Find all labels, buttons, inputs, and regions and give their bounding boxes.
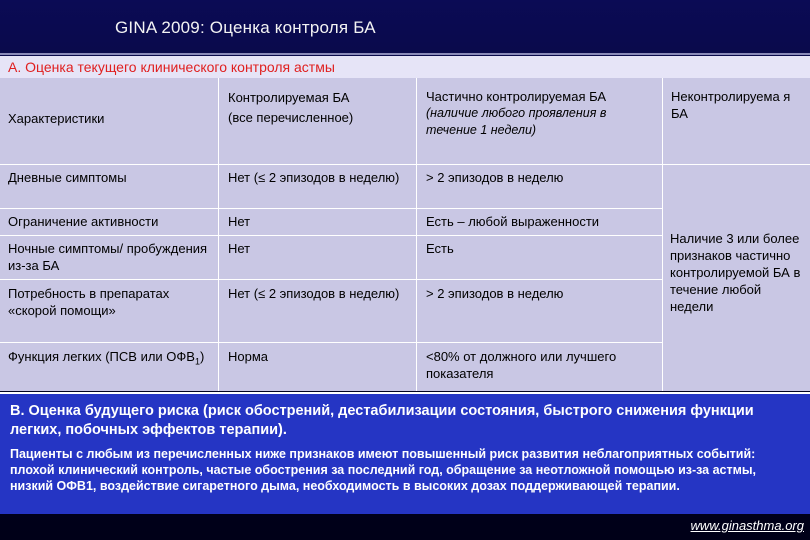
table-row-controlled: Нет (≤ 2 эпизодов в неделю): [228, 169, 408, 186]
slide-title: GINA 2009: Оценка контроля БА: [115, 18, 376, 37]
header-controlled-sub: (все перечисленное): [228, 110, 354, 125]
section-b: [0, 392, 810, 514]
characteristic-subscript: 1: [194, 356, 200, 367]
table-row-controlled: Нет (≤ 2 эпизодов в неделю): [228, 285, 408, 302]
characteristic-text: Функция легких (ПСВ или ОФВ: [8, 349, 195, 364]
uncontrolled-criteria: Наличие 3 или более признаков частично контролируемой БА в течение любой недели: [670, 230, 806, 315]
header-controlled-label: Контролируемая БА: [228, 90, 350, 105]
table-row-controlled: Нет: [228, 213, 408, 230]
row-divider: [0, 342, 662, 343]
table-row-characteristic: [8, 348, 213, 371]
header-partial-label: Частично контролируемая БА: [426, 89, 607, 104]
table-row-partial: Есть – любой выраженности: [426, 213, 660, 230]
table-row-controlled: Норма: [228, 348, 408, 365]
row-divider: [0, 208, 662, 209]
header-characteristics-label: Характеристики: [8, 111, 105, 126]
characteristic-text-end: ): [199, 349, 205, 364]
table-row-partial: > 2 эпизодов в неделю: [426, 169, 660, 186]
table-row-characteristic: Дневные симптомы: [8, 169, 218, 186]
gina-website-link[interactable]: www.ginasthma.org: [690, 518, 804, 533]
row-divider: [0, 164, 810, 165]
section-a-title: А. Оценка текущего клинического контроля астмы: [0, 56, 810, 78]
header-controlled: [228, 88, 413, 128]
section-b-text: Пациенты с любым из перечисленных ниже признаков имеют повышенный риск развития неблагоприятных событий: плохой клинический контроль, частые обострения за последний год, обращение за неотложной помощью из-за астмы, низкий ОФВ1, воздействие сигаретного дыма, необходимость в высоких дозах поддерживающей терапии.: [10, 447, 757, 493]
header-uncontrolled: [671, 88, 806, 122]
table-row-characteristic: Ограничение активности: [8, 213, 218, 230]
title-divider: [0, 53, 810, 55]
column-divider: [662, 78, 663, 391]
header-partial-sub: (наличие любого проявления в течение 1 недели): [426, 106, 607, 137]
table-row-partial: <80% от должного или лучшего показателя: [426, 348, 656, 382]
section-b-title: В. Оценка будущего риска (риск обострений, дестабилизации состояния, быстрого снижения функции легких, побочных эффектов терапии).: [10, 403, 754, 438]
table-row-controlled: Нет: [228, 240, 408, 257]
table-row-partial: > 2 эпизодов в неделю: [426, 285, 660, 302]
header-uncontrolled-label: Неконтролируема я БА: [671, 89, 791, 121]
row-divider: [0, 279, 662, 280]
header-partial: [426, 88, 660, 139]
table-row-characteristic: Ночные симптомы/ пробуждения из-за БА: [8, 240, 213, 274]
header-characteristics: [8, 110, 208, 127]
table-row-characteristic: Потребность в препаратах «скорой помощи»: [8, 285, 213, 319]
row-divider: [0, 235, 662, 236]
table-row-partial: Есть: [426, 240, 660, 257]
